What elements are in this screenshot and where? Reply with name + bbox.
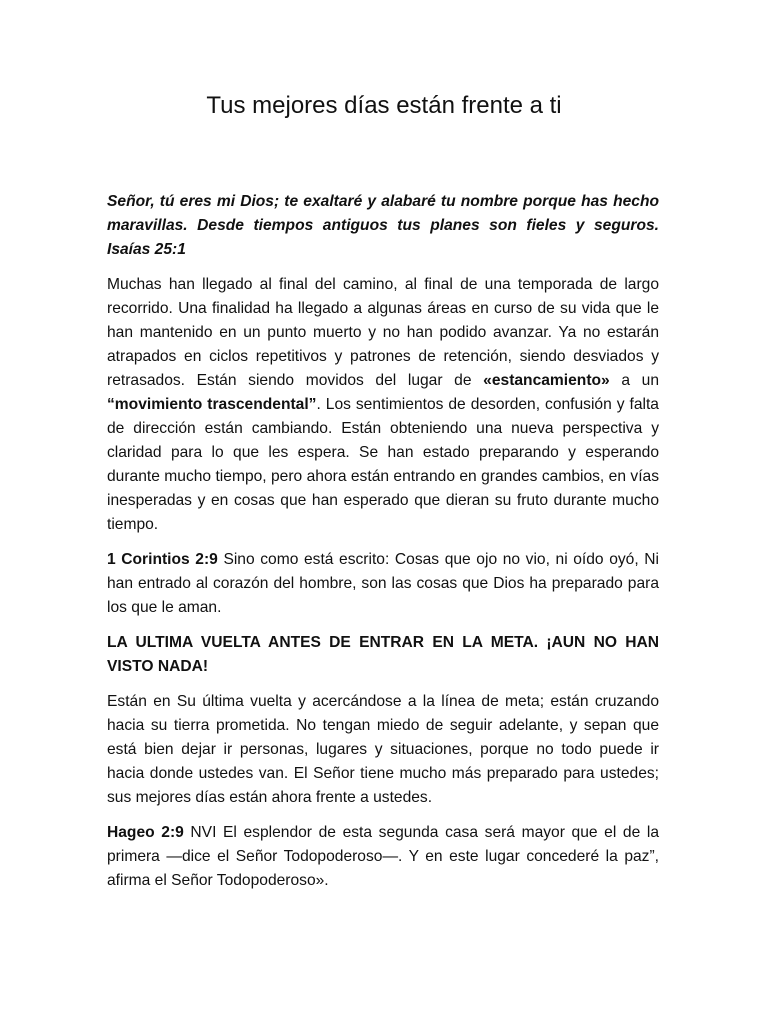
verse-1-text: Sino como está escrito: Cosas que ojo no vio, ni oído oyó, Ni han entrado al corazón del hombre, son las cosas que Dios ha preparado para los que le aman. bbox=[107, 551, 659, 616]
epigraph-verse: Señor, tú eres mi Dios; te exaltaré y alabaré tu nombre porque has hecho maravillas. Desde tiempos antiguos tus planes son fieles y seguros. Isaías 25:1 bbox=[107, 193, 659, 258]
bold-term-movimiento: “movimiento trascendental” bbox=[107, 396, 317, 413]
verse-2-paragraph bbox=[107, 821, 659, 893]
paragraph-1 bbox=[107, 273, 659, 537]
section-heading: LA ULTIMA VUELTA ANTES DE ENTRAR EN LA META. ¡AUN NO HAN VISTO NADA! bbox=[107, 634, 659, 675]
verse-2-text: NVI El esplendor de esta segunda casa será mayor que el de la primera —dice el Señor Todopoderoso—. Y en este lugar concederé la paz”, afirma el Señor Todopoderoso». bbox=[107, 824, 659, 889]
bold-term-estancamiento: «estancamiento» bbox=[483, 372, 610, 389]
document-body bbox=[107, 190, 659, 904]
paragraph-2: Están en Su última vuelta y acercándose a la línea de meta; están cruzando hacia su tierra prometida. No tengan miedo de seguir adelante, y sepan que está bien dejar ir personas, lugares y situaciones, porque no todo puede ir hacia donde ustedes van. El Señor tiene mucho más preparado para ustedes; sus mejores días están ahora frente a ustedes. bbox=[107, 693, 659, 806]
paragraph-1-text-c: . Los sentimientos de desorden, confusión y falta de dirección están cambiando. Están obteniendo una nueva perspectiva y claridad para lo que les espera. Se han estado preparando y esperando durante mucho tiempo, pero ahora están entrando en grandes cambios, en vías inesperadas y en cosas que han esperado que dieran su fruto durante mucho tiempo. bbox=[107, 396, 659, 533]
paragraph-1-text-b: a un bbox=[609, 372, 660, 389]
verse-1-reference: 1 Corintios 2:9 bbox=[107, 551, 218, 568]
verse-2-reference: Hageo 2:9 bbox=[107, 824, 184, 841]
verse-1-paragraph bbox=[107, 548, 659, 620]
paragraph-1-text-a: Muchas han llegado al final del camino, al final de una temporada de largo recorrido. Una finalidad ha llegado a algunas áreas en curso de su vida que le han mantenido en un punto muerto y no han podido avanzar. Ya no estarán atrapados en ciclos repetitivos y patrones de retención, siendo desviados y retrasados. Están siendo movidos del lugar de bbox=[107, 276, 659, 389]
document-title: Tus mejores días están frente a ti bbox=[206, 92, 562, 119]
